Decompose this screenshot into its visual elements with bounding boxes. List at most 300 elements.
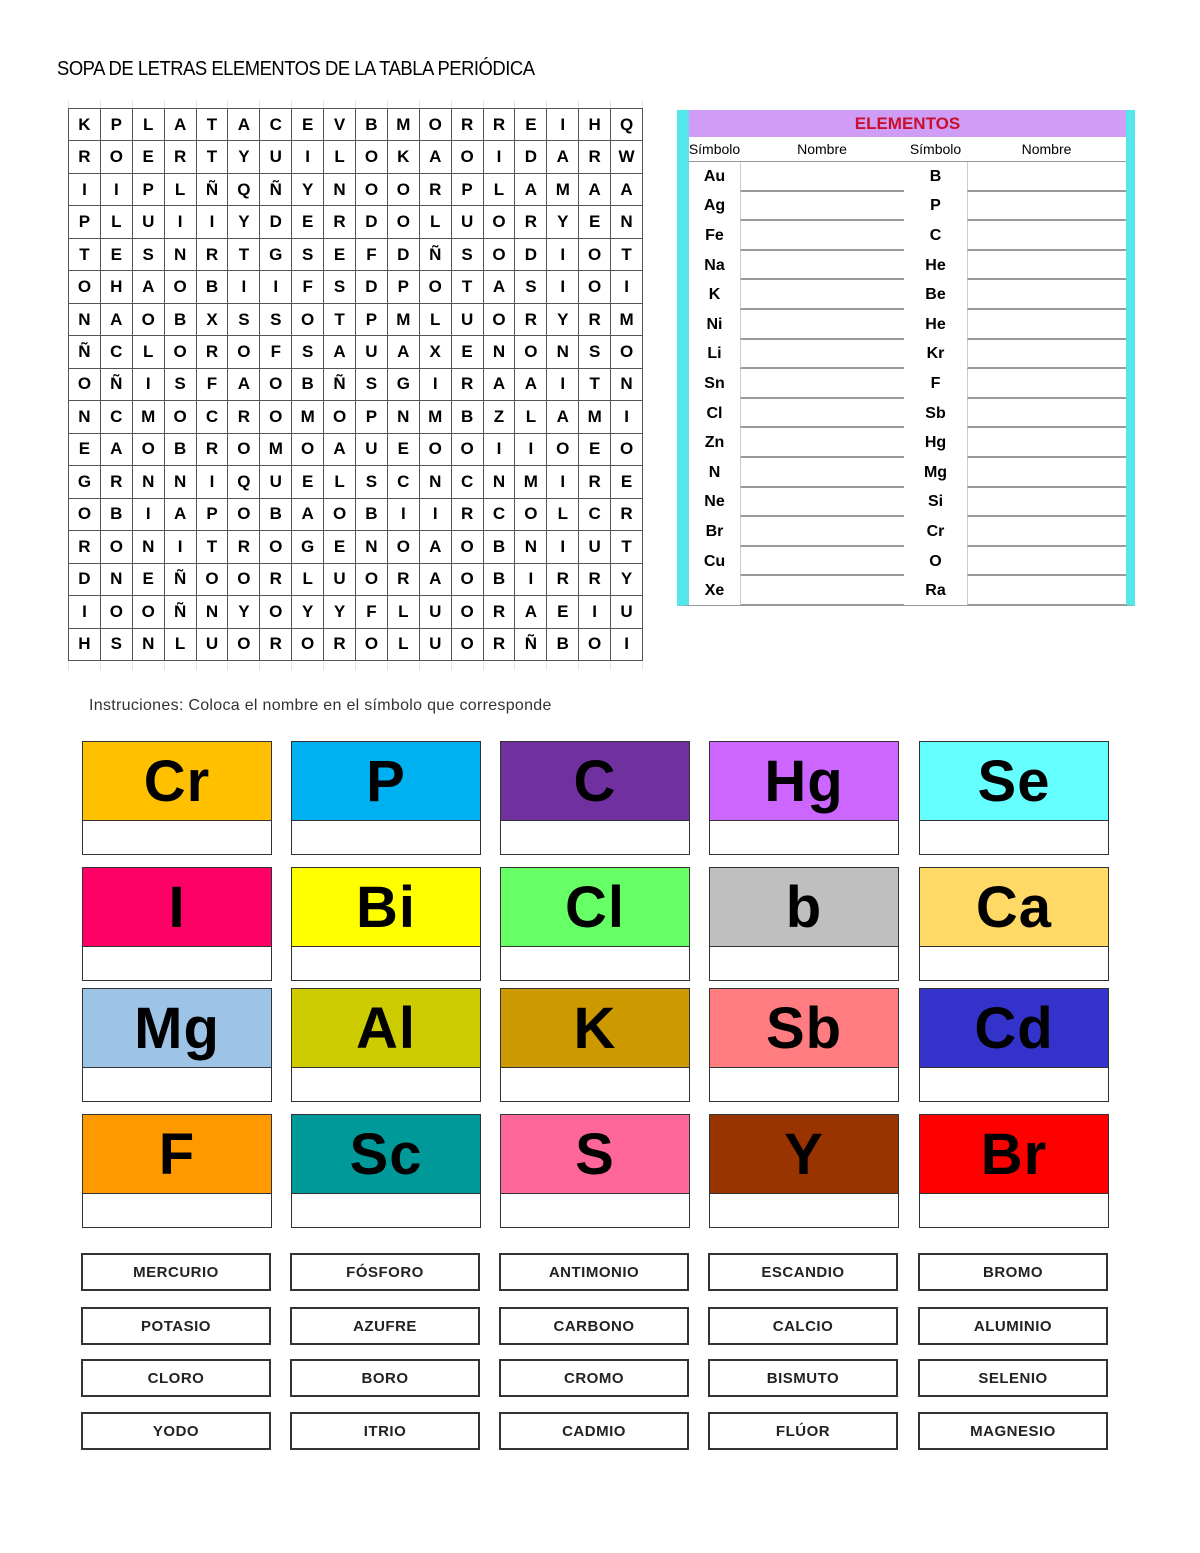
symbol-left: N [708,463,721,481]
letter-cell: U [356,336,388,368]
symbol-right: P [930,197,941,215]
answer-blank[interactable] [83,1194,271,1228]
answer-blank[interactable] [292,947,480,981]
letter-cell: O [101,531,133,563]
symbol-left: Au [703,167,726,185]
letter-cell: I [420,499,452,531]
letter-cell: R [547,564,579,596]
letter-cell: L [388,629,420,661]
letter-cell: A [165,499,197,531]
letter-cell: D [356,271,388,303]
symbol-right: Cr [926,522,945,540]
letter-cell: L [324,141,356,173]
letter-cell: O [388,174,420,206]
letter-cell: R [611,499,643,531]
element-name-box: BORO [290,1359,480,1397]
letter-cell: N [324,174,356,206]
letter-cell: O [324,401,356,433]
letter-cell: C [484,499,516,531]
name-blank-left[interactable] [740,280,904,310]
element-card [500,988,690,1102]
element-symbol: P [292,742,480,821]
letter-cell: N [133,466,165,498]
name-blank-right[interactable] [967,547,1126,577]
element-name-box: POTASIO [81,1307,271,1345]
letter-cell: B [197,271,229,303]
element-card [919,1114,1109,1228]
answer-blank[interactable] [501,1194,689,1228]
letter-cell: L [101,206,133,238]
letter-cell: S [228,304,260,336]
letter-cell: E [101,239,133,271]
letter-cell: U [611,596,643,628]
letter-cell: O [611,336,643,368]
word-search-grid [68,108,643,661]
name-blank-right[interactable] [967,251,1126,281]
letter-cell: O [388,206,420,238]
letter-cell: I [484,434,516,466]
letter-cell: N [197,596,229,628]
letter-cell: I [165,206,197,238]
letter-cell: G [260,239,292,271]
elements-table [677,110,1135,606]
letter-cell: R [452,109,484,141]
letter-cell: W [611,141,643,173]
letter-cell: O [611,434,643,466]
letter-cell: T [579,369,611,401]
letter-cell: Z [484,401,516,433]
letter-cell: N [484,336,516,368]
letter-cell: A [388,336,420,368]
col-symbol-right: Símbolo [904,137,967,162]
answer-blank[interactable] [83,947,271,981]
element-card [709,1114,899,1228]
name-blank-left[interactable] [740,458,904,488]
answer-blank[interactable] [501,821,689,855]
letter-cell: U [452,304,484,336]
element-symbol: I [83,868,271,947]
answer-blank[interactable] [292,821,480,855]
element-symbol: Cr [83,742,271,821]
letter-cell: F [197,369,229,401]
element-symbol: K [501,989,689,1068]
letter-cell: R [484,629,516,661]
letter-cell: N [611,206,643,238]
answer-blank[interactable] [83,821,271,855]
letter-cell: T [228,239,260,271]
letter-cell: A [579,174,611,206]
letter-cell: I [133,499,165,531]
letter-cell: R [579,304,611,336]
letter-cell: E [133,141,165,173]
element-card [500,1114,690,1228]
elements-table-header: ELEMENTOS [689,110,1126,137]
letter-cell: S [292,336,324,368]
symbol-right: C [929,226,942,244]
letter-cell: A [420,141,452,173]
symbol-right: Sb [925,404,946,422]
letter-cell: A [484,271,516,303]
letter-cell: B [101,499,133,531]
letter-cell: R [515,206,547,238]
letter-cell: O [260,531,292,563]
letter-cell: I [547,271,579,303]
letter-cell: I [515,564,547,596]
name-blank-right[interactable] [967,162,1126,192]
letter-cell: U [579,531,611,563]
letter-cell: O [69,271,101,303]
name-blank-left[interactable] [740,251,904,281]
letter-cell: G [69,466,101,498]
letter-cell: R [228,531,260,563]
letter-cell: B [165,434,197,466]
letter-cell: I [547,531,579,563]
element-name-box: AZUFRE [290,1307,480,1345]
element-symbol: S [501,1115,689,1194]
answer-blank[interactable] [710,1194,898,1228]
answer-blank[interactable] [920,1068,1108,1102]
name-blank-right[interactable] [967,192,1126,222]
letter-cell: C [101,336,133,368]
letter-cell: O [228,434,260,466]
symbol-left: Sn [704,374,725,392]
letter-cell: O [452,434,484,466]
name-blank-right[interactable] [967,488,1126,518]
letter-cell: Y [611,564,643,596]
letter-cell: I [197,466,229,498]
letter-cell: Q [228,174,260,206]
name-blank-left[interactable] [740,488,904,518]
letter-cell: Ñ [165,596,197,628]
element-symbol: Sc [292,1115,480,1194]
answer-blank[interactable] [292,1194,480,1228]
instructions: Instruciones: Coloca el nombre en el símbolo que corresponde [89,697,552,714]
letter-cell: M [260,434,292,466]
element-card [500,867,690,981]
letter-cell: A [101,304,133,336]
letter-cell: A [547,141,579,173]
letter-cell: G [388,369,420,401]
letter-cell: I [547,466,579,498]
symbol-left: Ne [704,493,725,511]
element-card [82,741,272,855]
element-name-box: ITRIO [290,1412,480,1450]
letter-cell: E [611,466,643,498]
symbol-right: Ra [925,582,946,600]
letter-cell: O [579,629,611,661]
letter-cell: O [579,271,611,303]
name-blank-left[interactable] [740,428,904,458]
name-blank-left[interactable] [740,192,904,222]
symbol-left: Fe [705,226,724,244]
letter-cell: P [197,499,229,531]
letter-cell: I [69,174,101,206]
name-blank-left[interactable] [740,517,904,547]
letter-cell: N [69,401,101,433]
answer-blank[interactable] [83,1068,271,1102]
letter-cell: O [165,401,197,433]
letter-cell: I [420,369,452,401]
letter-cell: Y [228,596,260,628]
letter-cell: D [356,206,388,238]
element-card [919,741,1109,855]
letter-cell: L [133,336,165,368]
letter-cell: I [484,141,516,173]
letter-cell: I [611,271,643,303]
name-blank-right[interactable] [967,310,1126,340]
answer-blank[interactable] [920,1194,1108,1228]
letter-cell: C [260,109,292,141]
letter-cell: N [133,531,165,563]
element-symbol: F [83,1115,271,1194]
letter-cell: H [101,271,133,303]
letter-cell: Ñ [260,174,292,206]
letter-cell: R [579,564,611,596]
letter-cell: O [292,629,324,661]
letter-cell: B [452,401,484,433]
name-blank-left[interactable] [740,547,904,577]
letter-cell: P [452,174,484,206]
letter-cell: Ñ [101,369,133,401]
name-blank-left[interactable] [740,162,904,192]
letter-cell: B [356,499,388,531]
letter-cell: L [484,174,516,206]
letter-cell: A [165,109,197,141]
letter-cell: K [69,109,101,141]
answer-blank[interactable] [710,947,898,981]
letter-cell: R [165,141,197,173]
letter-cell: P [101,109,133,141]
element-symbol: Ca [920,868,1108,947]
letter-cell: F [356,239,388,271]
letter-cell: O [228,629,260,661]
name-blank-left[interactable] [740,369,904,399]
name-blank-right[interactable] [967,221,1126,251]
name-blank-right[interactable] [967,428,1126,458]
letter-cell: R [452,369,484,401]
letter-cell: K [388,141,420,173]
letter-cell: E [579,434,611,466]
element-symbol: Al [292,989,480,1068]
letter-cell: N [133,629,165,661]
letter-cell: Y [228,141,260,173]
letter-cell: N [101,564,133,596]
letter-cell: A [515,596,547,628]
letter-cell: O [228,564,260,596]
letter-cell: Ñ [69,336,101,368]
letter-cell: A [547,401,579,433]
letter-cell: X [420,336,452,368]
letter-cell: C [197,401,229,433]
letter-cell: U [133,206,165,238]
letter-cell: O [420,109,452,141]
letter-cell: E [452,336,484,368]
letter-cell: D [515,141,547,173]
letter-cell: Y [547,304,579,336]
symbol-right: Be [925,286,946,304]
symbol-right: O [929,552,942,570]
letter-cell: A [420,531,452,563]
letter-cell: N [165,239,197,271]
letter-cell: N [356,531,388,563]
element-name-box: CALCIO [708,1307,898,1345]
letter-cell: T [197,109,229,141]
letter-cell: O [388,531,420,563]
letter-cell: N [420,466,452,498]
letter-cell: O [69,369,101,401]
letter-cell: E [388,434,420,466]
letter-cell: H [579,109,611,141]
letter-cell: I [579,596,611,628]
answer-blank[interactable] [710,821,898,855]
symbol-right: He [925,315,946,333]
element-card [291,988,481,1102]
symbol-right: Kr [926,345,945,363]
letter-cell: T [611,239,643,271]
element-name-box: BISMUTO [708,1359,898,1397]
letter-cell: U [197,629,229,661]
name-blank-right[interactable] [967,458,1126,488]
letter-cell: B [356,109,388,141]
letter-cell: C [579,499,611,531]
letter-cell: S [356,369,388,401]
letter-cell: R [69,531,101,563]
element-card [291,867,481,981]
element-name-box: ALUMINIO [918,1307,1108,1345]
letter-cell: E [292,466,324,498]
letter-cell: I [611,629,643,661]
answer-blank[interactable] [292,1068,480,1102]
element-symbol: Se [920,742,1108,821]
name-blank-right[interactable] [967,399,1126,429]
letter-cell: I [515,434,547,466]
symbol-left: Zn [704,434,725,452]
element-name-box: FÓSFORO [290,1253,480,1291]
letter-cell: I [165,531,197,563]
letter-cell: E [292,109,324,141]
letter-cell: O [420,271,452,303]
element-card [82,988,272,1102]
letter-cell: N [611,369,643,401]
letter-cell: C [388,466,420,498]
letter-cell: E [547,596,579,628]
name-blank-left[interactable] [740,399,904,429]
answer-blank[interactable] [501,947,689,981]
letter-cell: M [611,304,643,336]
name-blank-left[interactable] [740,340,904,370]
name-blank-right[interactable] [967,340,1126,370]
element-card [500,741,690,855]
letter-cell: O [452,596,484,628]
letter-cell: N [547,336,579,368]
letter-cell: O [547,434,579,466]
letter-cell: I [547,369,579,401]
name-blank-right[interactable] [967,280,1126,310]
answer-blank[interactable] [501,1068,689,1102]
letter-cell: L [324,466,356,498]
symbol-right: B [929,167,942,185]
letter-cell: A [515,174,547,206]
name-blank-left[interactable] [740,221,904,251]
letter-cell: O [484,206,516,238]
letter-cell: D [515,239,547,271]
letter-cell: E [133,564,165,596]
letter-cell: N [515,531,547,563]
letter-cell: I [101,174,133,206]
element-card [709,741,899,855]
letter-cell: F [292,271,324,303]
letter-cell: O [133,596,165,628]
element-card [82,867,272,981]
element-card [291,1114,481,1228]
letter-cell: A [420,564,452,596]
letter-cell: N [165,466,197,498]
letter-cell: A [292,499,324,531]
letter-cell: R [260,629,292,661]
name-blank-left[interactable] [740,310,904,340]
letter-cell: D [388,239,420,271]
element-name-box: CADMIO [499,1412,689,1450]
answer-blank[interactable] [920,821,1108,855]
letter-cell: B [260,499,292,531]
letter-cell: O [69,499,101,531]
letter-cell: U [260,466,292,498]
letter-cell: L [292,564,324,596]
element-symbol: Br [920,1115,1108,1194]
letter-cell: M [579,401,611,433]
letter-cell: O [101,596,133,628]
letter-cell: I [228,271,260,303]
letter-cell: D [69,564,101,596]
letter-cell: O [292,434,324,466]
letter-cell: O [165,336,197,368]
letter-cell: A [324,434,356,466]
element-name-box: CARBONO [499,1307,689,1345]
letter-cell: O [133,304,165,336]
letter-cell: G [292,531,324,563]
letter-cell: R [484,109,516,141]
letter-cell: Y [324,596,356,628]
letter-cell: S [515,271,547,303]
letter-cell: N [69,304,101,336]
answer-blank[interactable] [710,1068,898,1102]
letter-cell: P [356,304,388,336]
letter-cell: C [452,466,484,498]
element-symbol: Hg [710,742,898,821]
answer-blank[interactable] [920,947,1108,981]
letter-cell: O [260,401,292,433]
letter-cell: T [197,531,229,563]
letter-cell: T [452,271,484,303]
letter-cell: P [69,206,101,238]
letter-cell: R [197,336,229,368]
letter-cell: O [515,499,547,531]
letter-cell: M [515,466,547,498]
letter-cell: U [452,206,484,238]
letter-cell: L [133,109,165,141]
name-blank-right[interactable] [967,369,1126,399]
letter-cell: O [579,239,611,271]
name-blank-right[interactable] [967,576,1126,606]
element-name-box: CROMO [499,1359,689,1397]
element-symbol: Cl [501,868,689,947]
letter-cell: E [515,109,547,141]
name-blank-left[interactable] [740,576,904,606]
name-blank-right[interactable] [967,517,1126,547]
letter-cell: A [484,369,516,401]
letter-cell: M [388,109,420,141]
letter-cell: E [324,531,356,563]
